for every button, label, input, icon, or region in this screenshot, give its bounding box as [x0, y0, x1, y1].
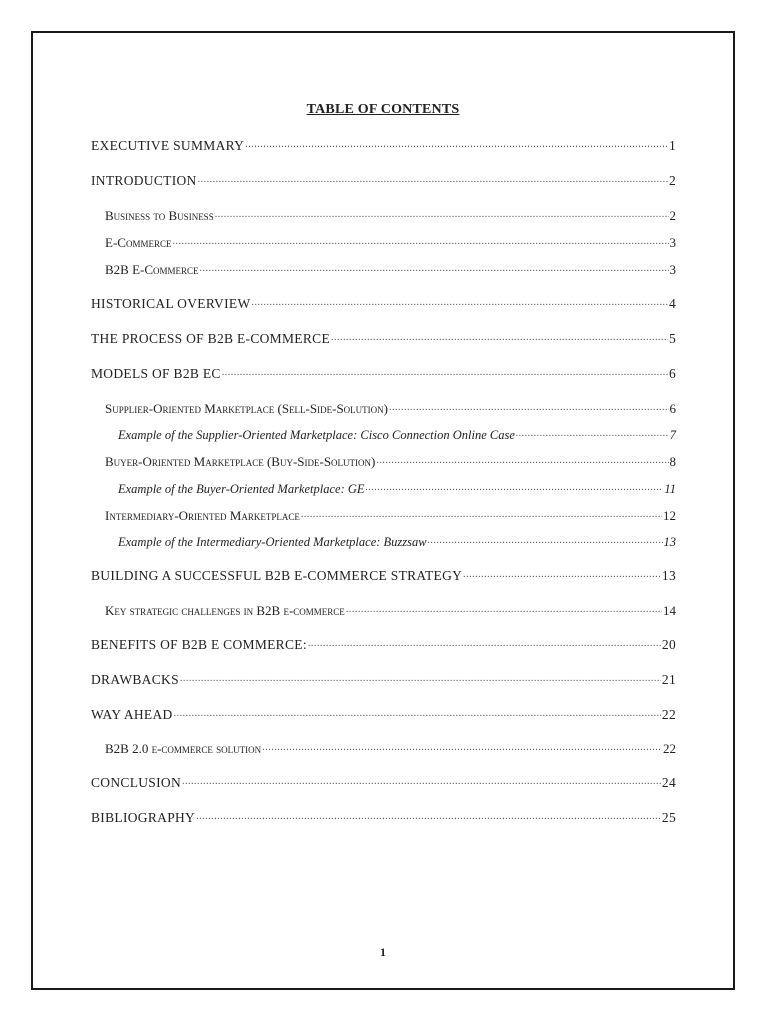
- toc-entry-text: Key strategic challenges in B2B e-commerce: [105, 603, 345, 618]
- toc-leader-dots: [172, 233, 668, 247]
- toc-entry-key-challenges[interactable]: [105, 601, 676, 619]
- toc-leader-dots: [251, 294, 667, 308]
- toc-leader-dots: [376, 452, 668, 466]
- toc-entry-cisco-example[interactable]: [118, 425, 676, 443]
- toc-entry-models-of-b2b[interactable]: [91, 364, 676, 382]
- toc-title: TABLE OF CONTENTS: [306, 102, 460, 117]
- toc-leader-dots: [262, 739, 662, 753]
- toc-entry-text: CONCLUSION: [91, 775, 182, 790]
- toc-page-number: 11: [664, 482, 676, 496]
- toc-entry-e-commerce[interactable]: [105, 233, 676, 251]
- toc-entry-drawbacks[interactable]: [91, 670, 676, 688]
- toc-page-number: 3: [669, 262, 676, 277]
- toc-page-number: 13: [663, 535, 676, 549]
- toc-page-number: 22: [663, 741, 676, 756]
- toc-page-number: 7: [669, 428, 676, 442]
- toc-page-number: 12: [663, 508, 676, 523]
- document-page: [31, 31, 735, 990]
- toc-entry-text: INTRODUCTION: [91, 173, 197, 188]
- toc-entry-text: Example of the Supplier-Oriented Marketplace: Cisco Connection Online Case: [118, 428, 515, 442]
- toc-leader-dots: [308, 635, 661, 649]
- toc-page-number: 13: [661, 568, 676, 583]
- toc-entry-way-ahead[interactable]: [91, 705, 676, 723]
- toc-leader-dots: [222, 364, 668, 378]
- toc-leader-dots: [346, 601, 662, 615]
- toc-entry-buyer-oriented[interactable]: [105, 452, 676, 470]
- toc-entry-business-to-business[interactable]: [105, 206, 676, 224]
- toc-leader-dots: [389, 399, 669, 413]
- toc-entry-text: Example of the Buyer-Oriented Marketplace: GE: [118, 482, 365, 496]
- toc-entry-b2b-e-commerce[interactable]: [105, 260, 676, 278]
- toc-leader-dots: [180, 670, 661, 684]
- toc-entry-intermediary-oriented[interactable]: [105, 506, 676, 524]
- toc-entry-process-of-b2b[interactable]: [91, 329, 676, 347]
- toc-entry-executive-summary[interactable]: [91, 136, 676, 154]
- toc-entry-conclusion[interactable]: [91, 773, 676, 791]
- toc-entry-bibliography[interactable]: [91, 808, 676, 826]
- toc-entry-text: Intermediary-Oriented Marketplace: [105, 508, 300, 523]
- toc-page-number: 25: [661, 810, 676, 825]
- toc-entry-text: Example of the Intermediary-Oriented Marketplace: Buzzsaw: [118, 535, 427, 549]
- toc-entry-text: BIBLIOGRAPHY: [91, 810, 196, 825]
- toc-entry-text: DRAWBACKS: [91, 672, 179, 687]
- toc-page-number: 2: [669, 208, 676, 223]
- toc-entry-text: B2B E-Commerce: [105, 262, 199, 277]
- toc-page-number: 1: [668, 138, 676, 153]
- toc-entry-text: Supplier-Oriented Marketplace (Sell-Side-Solution): [105, 401, 388, 416]
- toc-leader-dots: [215, 206, 669, 220]
- toc-entry-historical-overview[interactable]: [91, 294, 676, 312]
- toc-entry-benefits[interactable]: [91, 635, 676, 653]
- toc-entry-text: BENEFITS OF B2B E COMMERCE:: [91, 637, 307, 652]
- toc-page-number: 22: [661, 707, 676, 722]
- toc-page-number: 8: [669, 454, 676, 469]
- toc-page-number: 21: [661, 672, 676, 687]
- toc-page-number: 14: [663, 603, 676, 618]
- toc-page-number: 4: [668, 296, 676, 311]
- toc-entry-supplier-oriented[interactable]: [105, 399, 676, 417]
- toc-leader-dots: [196, 808, 661, 822]
- toc-entry-text: HISTORICAL OVERVIEW: [91, 296, 251, 311]
- toc-entry-text: EXECUTIVE SUMMARY: [91, 138, 245, 153]
- toc-entry-b2b-2-solution[interactable]: [105, 739, 676, 757]
- toc-leader-dots: [463, 566, 661, 580]
- toc-entry-buzzsaw-example[interactable]: [118, 532, 676, 550]
- toc-entry-text: E-Commerce: [105, 235, 172, 250]
- toc-leader-dots: [245, 136, 668, 150]
- toc-entry-text: THE PROCESS OF B2B E-COMMERCE: [91, 331, 330, 346]
- toc-page-number: 20: [661, 637, 676, 652]
- toc-page-number: 2: [668, 173, 676, 188]
- toc-page-number: 6: [669, 401, 676, 416]
- toc-leader-dots: [428, 532, 663, 546]
- page-number-footer: 1: [380, 945, 386, 959]
- toc-leader-dots: [198, 171, 668, 185]
- toc-page-number: 3: [669, 235, 676, 250]
- toc-entry-text: B2B 2.0 e-commerce solution: [105, 741, 262, 756]
- toc-entry-text: Business to Business: [105, 208, 214, 223]
- toc-page-number: 5: [668, 331, 676, 346]
- toc-leader-dots: [301, 506, 662, 520]
- toc-entry-text: Buyer-Oriented Marketplace (Buy-Side-Solution): [105, 454, 376, 469]
- toc-leader-dots: [182, 773, 661, 787]
- toc-leader-dots: [200, 260, 669, 274]
- toc-entry-ge-example[interactable]: [118, 479, 676, 497]
- toc-leader-dots: [516, 425, 669, 439]
- toc-page-number: 6: [668, 366, 676, 381]
- toc-entry-text: BUILDING A SUCCESSFUL B2B E-COMMERCE STRATEGY: [91, 568, 463, 583]
- toc-leader-dots: [174, 705, 661, 719]
- toc-leader-dots: [331, 329, 668, 343]
- toc-entry-text: WAY AHEAD: [91, 707, 173, 722]
- toc-leader-dots: [366, 479, 664, 493]
- toc-entry-building-strategy[interactable]: [91, 566, 676, 584]
- toc-page-number: 24: [661, 775, 676, 790]
- toc-entry-introduction[interactable]: [91, 171, 676, 189]
- toc-entry-text: MODELS OF B2B EC: [91, 366, 221, 381]
